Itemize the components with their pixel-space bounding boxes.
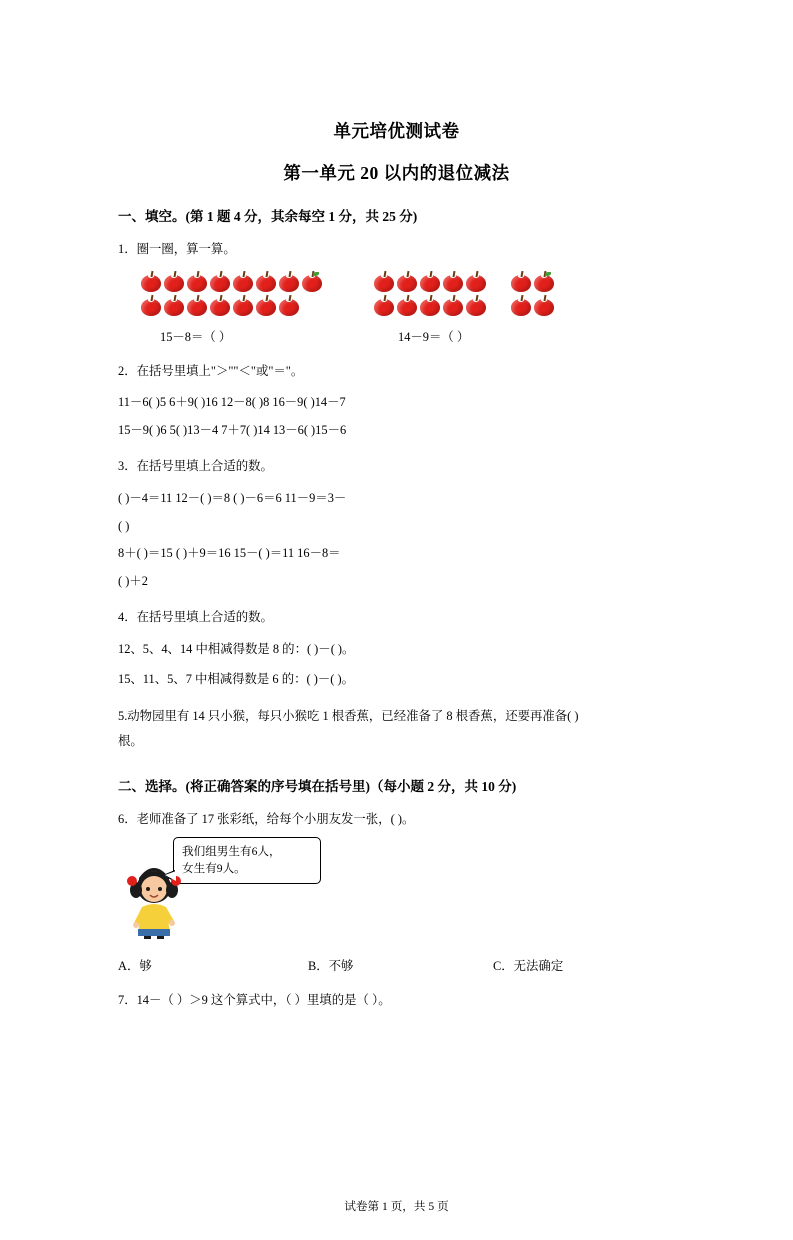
question-3-line-3: 8＋( )＝15 ( )＋9＝16 15－( )＝11 16－8＝ [118, 546, 341, 561]
apple-icon [278, 271, 300, 293]
apple-row [140, 295, 323, 317]
section-heading-fill-in: 一、填空。(第 1 题 4 分，其余每空 1 分，共 25 分) [118, 209, 418, 224]
apple-row [510, 295, 555, 317]
apple-icon [140, 271, 162, 293]
question-2-line-2: 15－9( )6 5( )13－4 7＋7( )14 13－6( )15－6 [118, 422, 347, 437]
apple-icon [465, 271, 487, 293]
apple-icon [163, 295, 185, 317]
question-6-illustration [118, 837, 675, 942]
apple-icon [163, 271, 185, 293]
choice-c[interactable]: C．无法确定 [493, 958, 564, 973]
question-1-apple-illustration [118, 271, 675, 323]
apple-icon [209, 295, 231, 317]
question-3-line-4: ( )＋2 [118, 573, 148, 588]
apple-group-right-b [510, 271, 555, 317]
question-5-line-2: 根。 [118, 733, 143, 748]
question-2-line-1: 11－6( )5 6＋9( )16 12－8( )8 16－9( )14－7 [118, 395, 346, 410]
question-3-stem: 3．在括号里填上合适的数。 [118, 459, 273, 474]
apple-icon [209, 271, 231, 293]
question-7-stem: 7．14－（ ）＞9 这个算式中，（ ）里填的是（ ）。 [118, 992, 391, 1007]
question-4-line-2: 15、11、5、7 中相减得数是 6 的：( )－( )。 [118, 672, 354, 687]
equation-right: 14－9＝（ ） [398, 329, 470, 344]
apple-icon [186, 295, 208, 317]
apple-icon [232, 271, 254, 293]
question-5-line-1: 5.动物园里有 14 只小猴，每只小猴吃 1 根香蕉，已经准备了 8 根香蕉，还要再准备( ) [118, 708, 579, 723]
apple-icon [278, 295, 300, 317]
page-subtitle: 第一单元 20 以内的退位减法 [283, 163, 510, 183]
question-6-choices [118, 956, 675, 976]
girl-character-icon [122, 865, 186, 939]
apple-icon [186, 271, 208, 293]
equation-left: 15－8＝（ ） [160, 329, 232, 344]
question-4-stem: 4．在括号里填上合适的数。 [118, 610, 273, 625]
apple-row [373, 295, 487, 317]
apple-icon [442, 295, 464, 317]
speech-bubble-line-2: 女生有9人。 [182, 861, 246, 875]
page-footer: 试卷第 1 页，共 5 页 [344, 1200, 449, 1213]
choice-b[interactable]: B．不够 [308, 958, 354, 973]
apple-row [373, 271, 487, 293]
question-4-line-1: 12、5、4、14 中相减得数是 8 的：( )－( )。 [118, 641, 355, 656]
page-title: 单元培优测试卷 [333, 121, 460, 141]
apple-icon [419, 295, 441, 317]
question-2-stem: 2．在括号里填上"＞""＜"或"＝"。 [118, 363, 304, 378]
apple-icon [373, 271, 395, 293]
apple-icon [255, 271, 277, 293]
apple-icon [419, 271, 441, 293]
apple-icon [255, 295, 277, 317]
speech-bubble [173, 837, 321, 885]
section-heading-choice: 二、选择。(将正确答案的序号填在括号里)（每小题 2 分，共 10 分) [118, 779, 517, 795]
exam-page [0, 118, 793, 1240]
apple-group-right-a [373, 271, 487, 317]
question-1-stem: 1．圈一圈，算一算。 [118, 242, 236, 256]
question-3-line-2: ( ) [118, 518, 130, 533]
apple-icon [510, 295, 532, 317]
apple-icon [533, 271, 555, 293]
apple-icon [396, 295, 418, 317]
apple-row [140, 271, 323, 293]
apple-icon [373, 295, 395, 317]
question-3-line-1: ( )－4＝11 12－( )＝8 ( )－6＝6 11－9＝3－ [118, 490, 347, 505]
apple-row [510, 271, 555, 293]
apple-group-left [140, 271, 323, 317]
apple-icon [510, 271, 532, 293]
apple-icon [301, 271, 323, 293]
apple-icon [232, 295, 254, 317]
apple-icon [140, 295, 162, 317]
apple-icon [465, 295, 487, 317]
question-6-stem: 6．老师准备了 17 张彩纸，给每个小朋友发一张，( )。 [118, 812, 415, 827]
choice-a[interactable]: A．够 [118, 958, 152, 973]
speech-bubble-line-1: 我们组男生有6人， [182, 844, 281, 858]
apple-icon [442, 271, 464, 293]
apple-icon [396, 271, 418, 293]
apple-icon [533, 295, 555, 317]
question-1-equations [118, 327, 675, 347]
